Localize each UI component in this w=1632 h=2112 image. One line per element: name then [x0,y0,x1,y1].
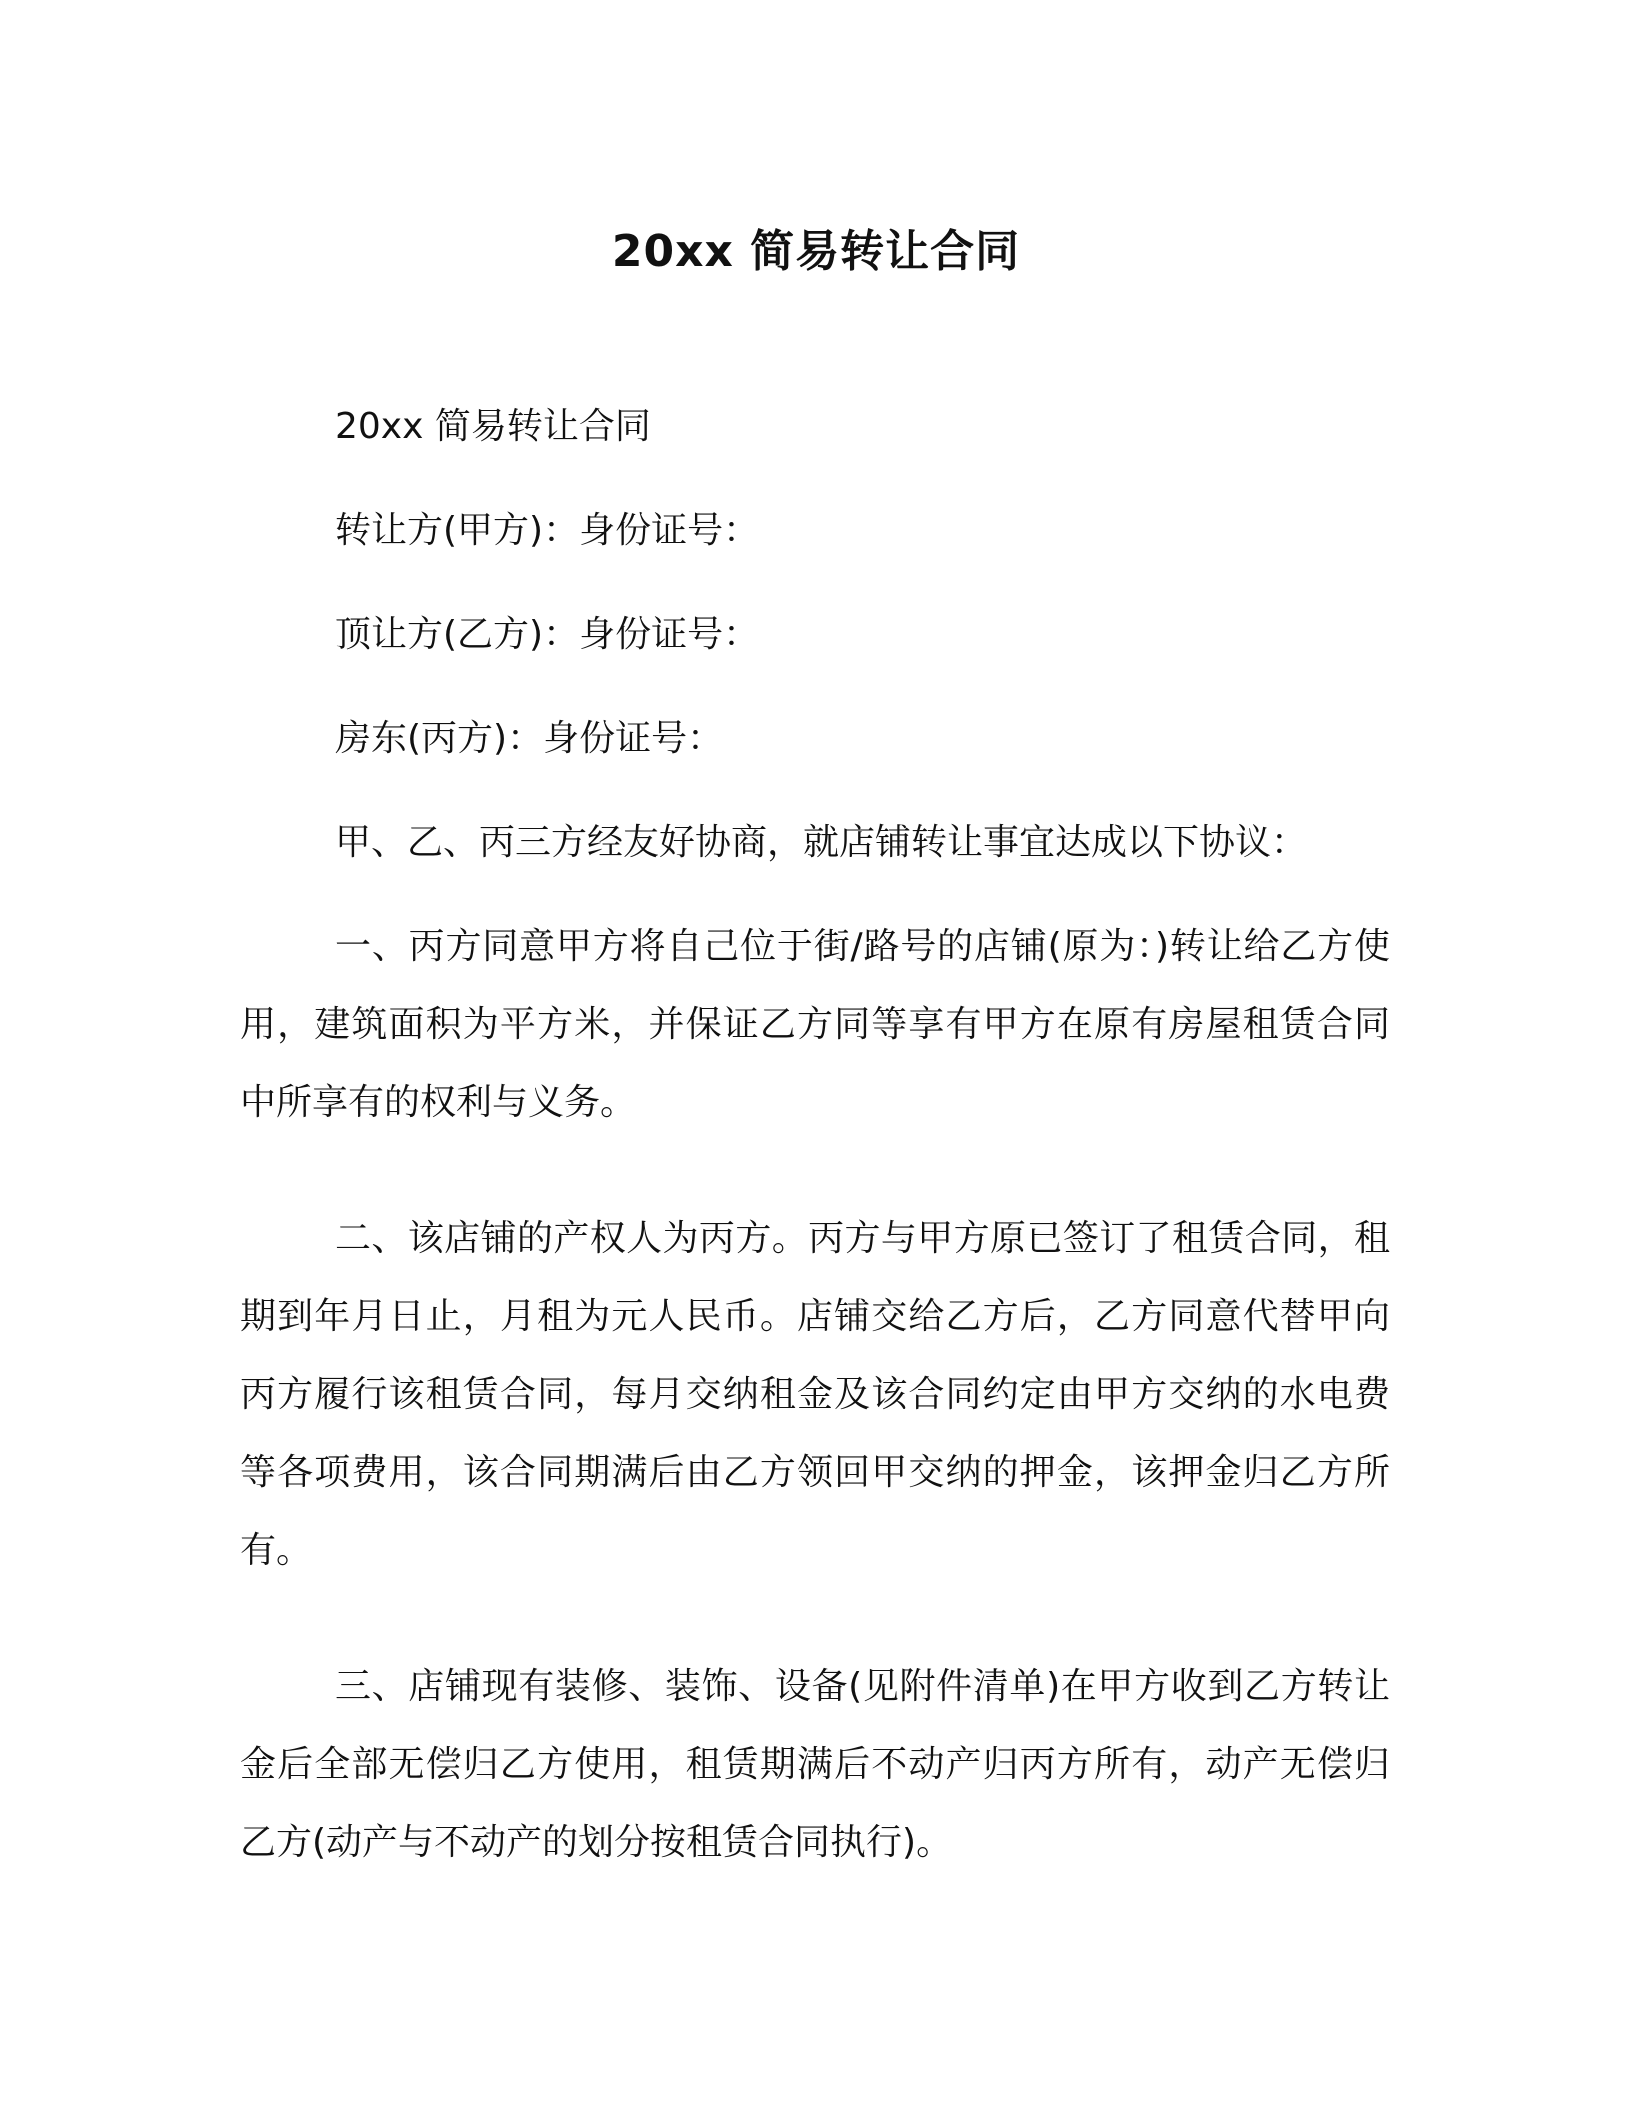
document-subtitle: 20xx 简易转让合同 [335,406,651,447]
clause-3: 三、店铺现有装修、装饰、设备(见附件清单)在甲方收到乙方转让金后全部无偿归乙方使用，租赁期满后不动产归丙方所有，动产无偿归乙方(动产与不动产的划分按租赁合同执行)。 [240,1666,1390,1863]
intro-line: 甲、乙、丙三方经友好协商，就店铺转让事宜达成以下协议： [335,822,1308,863]
clause-1: 一、丙方同意甲方将自己位于街/路号的店铺(原为：)转让给乙方使用，建筑面积为平方米，并保证乙方同等享有甲方在原有房屋租赁合同中所享有的权利与义务。 [240,926,1390,1123]
party-c-line: 房东(丙方)：身份证号： [335,718,724,759]
document-title: 20xx 简易转让合同 [611,226,1021,277]
party-a-line: 转让方(甲方)：身份证号： [335,510,760,551]
party-b-line: 顶让方(乙方)：身份证号： [335,614,760,655]
clause-2: 二、该店铺的产权人为丙方。丙方与甲方原已签订了租赁合同，租期到年月日止，月租为元人民币。店铺交给乙方后，乙方同意代替甲向丙方履行该租赁合同，每月交纳租金及该合同约定由甲方交纳的水电费等各项费用，该合同期满后由乙方领回甲交纳的押金，该押金归乙方所有。 [240,1218,1390,1571]
document-body [240,388,1390,1940]
